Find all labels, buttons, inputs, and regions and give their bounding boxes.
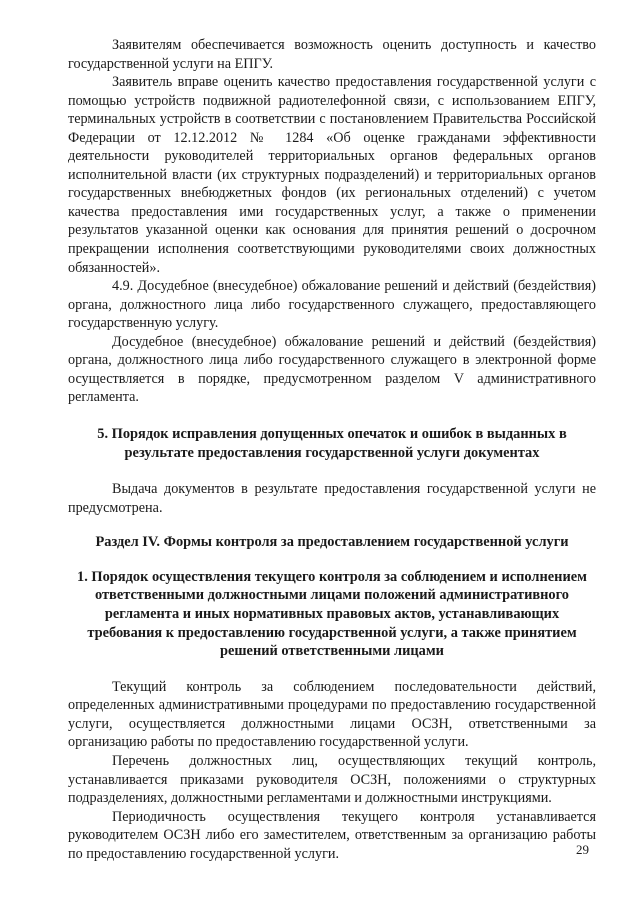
paragraph-4-9: 4.9. Досудебное (внесудебное) обжалование решений и действий (бездействия) органа, должностного лица либо государственного служащего, предоставляющего государственную услугу. (68, 278, 596, 332)
paragraph-documents-issuance: Выдача документов в результате предоставления государственной услуги не предусмотрена. (68, 481, 596, 516)
paragraph-officials-list: Перечень должностных лиц, осуществляющих текущий контроль, устанавливается приказами руководителя ОСЗН, положениями о структурных подразделениях, должностными регламентами и должностными инструкциями. (68, 752, 596, 807)
paragraph-electronic-appeal: Досудебное (внесудебное) обжалование решений и действий (бездействия) органа, должностного лица либо государственного служащего в электронной форме осуществляется в порядке, предусмотренном разделом V административного регламента. (68, 333, 596, 406)
paragraph-control-frequency: Периодичность осуществления текущего контроля устанавливается руководителем ОСЗН либо его заместителем, ответственным за организацию работы по предоставлению государственной услуги. (68, 808, 596, 862)
paragraph-epgu-quality: Заявителям обеспечивается возможность оценить доступность и качество государственной услуги на ЕПГУ. (68, 37, 596, 72)
heading-part-iv: Раздел IV. Формы контроля за предоставлением государственной услуги (95, 534, 569, 551)
paragraph-current-control: Текущий контроль за соблюдением последовательности действий, определенных административными процедурами по предоставлению государственной услуги, осуществляется должностными лицами ОСЗН, ответственными за организацию работы по предоставлению государственной услуги. (68, 678, 596, 751)
document-body (68, 36, 596, 863)
page-number: 29 (576, 842, 589, 857)
heading-section-5: 5. Порядок исправления допущенных опечаток и ошибок в выданных в результате предоставления государственной услуги документах (97, 425, 567, 461)
paragraph-mobile-evaluation: Заявитель вправе оценить качество предоставления государственной услуги с помощью устройств подвижной радиотелефонной связи, с использованием ЕПГУ, терминальных устройств в соответствии с постановлением Правительства Российской Федерации от 12.12.2012 № 1284 «Об оценке гражданами эффективности деятельности руководителей территориальных органов федеральных органов исполнительной власти (их структурных подразделений) и территориальных органов государственных внебюджетных фондов (их региональных отделений) с учетом качества предоставления ими государственных услуг, а также о применении результатов указанной оценки как основания для принятия решений о досрочном прекращении исполнения соответствующими руководителями своих должностных обязанностей». (68, 74, 596, 276)
heading-subsection-1: 1. Порядок осуществления текущего контроля за соблюдением и исполнением ответственными должностными лицами положений административного регламента и иных нормативных правовых актов, устанавливающих требования к предоставлению государственной услуги, а также принятием решений ответственными лицами (77, 568, 587, 660)
